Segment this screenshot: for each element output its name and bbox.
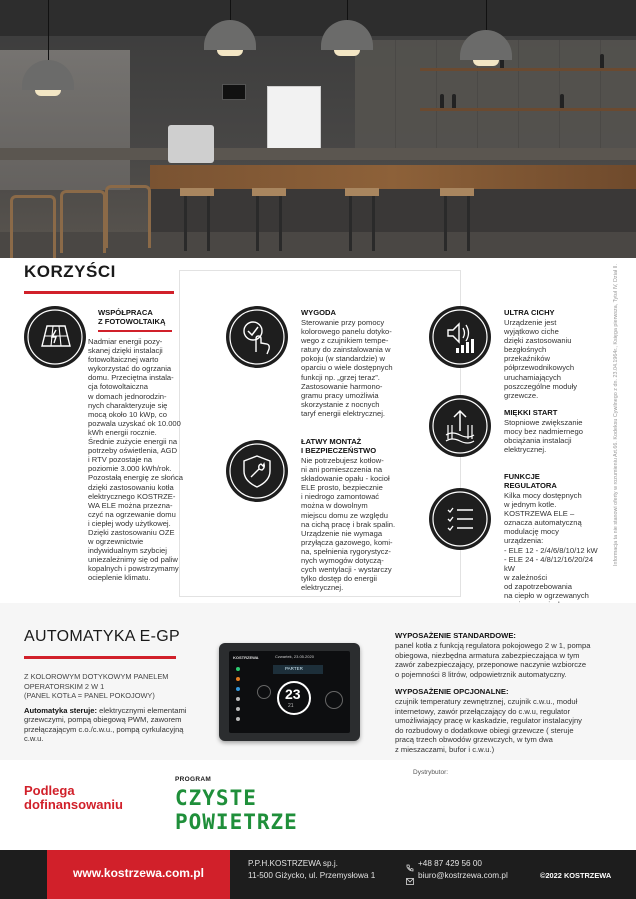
bar-stool — [252, 188, 286, 196]
panel-temperature: 23 — [285, 686, 301, 702]
control-label: Automatyka steruje: — [24, 706, 98, 715]
heading-underline — [98, 330, 172, 332]
benefit-heading-fotowoltaika: WSPÓŁPRACA Z FOTOWOLTAIKĄ — [98, 308, 166, 326]
pendant-light — [334, 50, 360, 56]
pendant-light — [35, 90, 61, 96]
czyste-powietrze-logo: CZYSTE POWIETRZE — [175, 786, 298, 834]
soft-start-icon — [429, 395, 491, 457]
bottle — [440, 94, 444, 108]
shelf — [420, 108, 636, 111]
benefit-text-ultra-cichy: Urządzenie jest wyjątkowo ciche dzięki zastosowaniu bezgłośnych przekaźników półprzewodnikowych uruchamiających poszczególne moduły grzewcze. — [504, 318, 578, 400]
touch-check-icon — [226, 306, 288, 368]
title-underline — [24, 291, 174, 294]
electric-boiler — [267, 86, 321, 150]
stool-leg — [184, 196, 187, 251]
optional-equipment-text: czujnik temperatury zewnętrznej, czujnik c.w.u., moduł internetowy, zawór przełączający do c.w.u, regulator umożliwiający pracę w kaskadzie, regulator instalacyjny do rozbudowy o dodatkowe obiegi grzewcze ( steruje pracą trzech obwodów grzewczych, w tym dwa z mieszaczami, bufor i c.w.u.) — [395, 697, 582, 754]
shield-wrench-icon — [226, 440, 288, 502]
section-title-automatyka: AUTOMATYKA E-GP — [24, 628, 180, 645]
benefit-text-miekki-start: Stopniowe zwiększanie mocy bez nadmiernego obciążania instalacji elektrycznej. — [504, 418, 583, 455]
phone-icon — [406, 859, 414, 867]
control-description: elektrycznymi elementami grzewczymi, pompą obiegową PWM, zaworem przełączającym c.o./c.w.u., pompą cyrkulacyjną c.w.u. — [24, 706, 187, 744]
touch-panel-device — [219, 643, 360, 741]
wall-thermostat — [222, 84, 246, 100]
program-label: PROGRAM — [175, 776, 212, 783]
benefit-heading-miekki-start: MIĘKKI START — [504, 408, 558, 417]
panel-side-icons — [232, 665, 244, 727]
benefit-heading-funkcje: FUNKCJE REGULATORA — [504, 472, 557, 490]
benefit-text-wygoda: Sterowanie przy pomocy kolorowego panelu dotyko- wego z czujnikiem tempe- ratury do zainstalowania w pokoju (w standardzie) w oparciu o wiele dostępnych funkcji np. „grzej teraz”. Zastosowanie harmono- gramu pracy umożliwia skorzystanie z nocnych taryf energii elektrycznej. — [301, 318, 393, 418]
pendant-light — [473, 60, 499, 66]
automatyka-subtitle: Z KOLOROWYM DOTYKOWYM PANELEM OPERATORSKIM 2 W 1 (PANEL KOTŁA = PANEL POKOJOWY) — [24, 672, 169, 700]
email-icon — [406, 872, 414, 879]
title-underline — [24, 656, 176, 659]
bottle — [560, 94, 564, 108]
distributor-label: Dystrybutor: — [413, 769, 449, 776]
espresso-machine — [168, 125, 214, 163]
shelf — [420, 68, 636, 71]
company-address: P.P.H.KOSTRZEWA sp.j. 11-500 Giżycko, ul. Przemysłowa 1 — [248, 859, 376, 880]
pendant-cord — [48, 0, 49, 60]
stool-leg — [467, 196, 470, 251]
stool-leg — [279, 196, 282, 251]
bar-stool — [345, 188, 379, 196]
stool-leg — [256, 196, 259, 251]
panel-date: Czwartek, 23.05.2020 — [275, 654, 314, 659]
email-address[interactable]: biuro@kostrzewa.com.pl — [418, 871, 508, 880]
chair — [105, 185, 151, 248]
panel-screen — [229, 651, 350, 733]
standard-equipment-text: panel kotła z funkcją regulatora pokojowego 2 w 1, pompa obiegowa, niezbędna armatura zabezpieczająca w tym zawór zabezpieczający, przeponowe naczynie wzbiorcze o pojemności 8 litrów, odpowietrznik automatyczny. — [395, 641, 591, 679]
section-title-korzysci: KORZYŚCI — [24, 262, 116, 281]
upper-cabinet — [0, 0, 636, 36]
wooden-island-top — [150, 165, 636, 189]
pendant-cord — [230, 0, 231, 20]
benefit-heading-ultra-cichy: ULTRA CICHY — [504, 308, 555, 317]
automatyka-control-text — [24, 706, 202, 744]
pendant-cord — [347, 0, 348, 20]
pendant-cord — [486, 0, 487, 30]
bar-stool — [180, 188, 214, 196]
benefit-text-montaz: Nie potrzebujesz kotłow- ni ani pomieszczenia na składowanie opału - kocioł ELE prosto, bezpiecznie i niedrogo zamontować można w dowolnym miejscu domu ze względu na cichą pracę i brak spalin. Urządzenie nie wymaga przyłącza gazowego, komi- na, spełnienia rygorystycz- nych wymogów dotyczą- cych wentylacji - wystarczy tylko dostęp do energii elektrycznej. — [301, 456, 396, 593]
panel-power-icon — [325, 691, 343, 709]
bottle — [600, 54, 604, 68]
hero-kitchen-photo — [0, 0, 636, 258]
stool-leg — [372, 196, 375, 251]
benefit-heading-wygoda: WYGODA — [301, 308, 337, 317]
benefit-text-fotowoltaika: Nadmiar energii pozy- skanej dzięki instalacji fotowoltaicznej warto wykorzystać do ogrzania domu. Przeciętna instala- cja fotowoltaiczna w domach jednorodzin- nych charakteryzuje się mocą około 10 kWp, co pozwala uzyskać ok 10.000 kWh energii rocznie. Średnie zużycie energii na potrzeby oświetlenia, AGD i RTV pozostaje na poziomie 3.000 kWh/rok. Pozostałą energię ze słońca dzięki zastosowaniu kotła elektrycznego KOSTRZE- WA ELE można przezna- czyć na ogrzewanie domu i ciepłej wody użytkowej. Dzięki zastosowaniu OZE w ogrzewnictwie indywidualnym szybciej uniezależnimy się od paliw kopalnych i powstrzymamy ocieplenie klimatu. — [88, 337, 183, 583]
benefit-heading-montaz: ŁATWY MONTAŻ I BEZPIECZEŃSTWO — [301, 437, 377, 455]
speaker-icon — [429, 306, 491, 368]
panel-room: PARTER — [285, 666, 303, 671]
pendant-light — [217, 50, 243, 56]
legal-side-note — [606, 263, 626, 567]
panel-set-temp: 21 — [288, 703, 294, 709]
chair — [60, 190, 106, 253]
phone-number[interactable]: +48 87 429 56 00 — [418, 859, 482, 868]
solar-panel-icon — [24, 306, 86, 368]
bottle — [452, 94, 456, 108]
panel-flame-icon — [257, 685, 271, 699]
bar-stool — [440, 188, 474, 196]
stool-leg — [444, 196, 447, 251]
back-counter — [0, 148, 636, 160]
chair — [10, 195, 56, 258]
list-icon — [429, 488, 491, 550]
stool-leg — [349, 196, 352, 251]
website-link[interactable]: www.kostrzewa.com.pl — [73, 866, 204, 880]
legal-note-text: Informacja ta nie stanowi oferty w rozumieniu Art.66. Kodeksu Cywilnego z dn. 23.04.1964r., Księga pierwsza, Tytuł IV, Dział II. — [613, 263, 619, 567]
subsidy-label: Podlega dofinansowaniu — [24, 783, 123, 812]
optional-equipment-heading: WYPOSAŻENIE OPCJONALNE: — [395, 687, 509, 696]
benefit-text-funkcje: Kilka mocy dostępnych w jednym kotle. KOSTRZEWA ELE – oznacza automatyczną modulację mocy urządzenia: - ELE 12 - 2/4/6/8/10/12 kW - ELE 24 - 4/8/12/16/20/24 kW w zależności od zapotrzebowania na ciepło w ogrzewanych — [504, 491, 598, 601]
standard-equipment-heading: WYPOSAŻENIE STANDARDOWE: — [395, 631, 516, 640]
stool-leg — [207, 196, 210, 251]
copyright: ©2022 KOSTRZEWA — [540, 871, 612, 880]
panel-brand: KOSTRZEWA — [233, 655, 259, 660]
